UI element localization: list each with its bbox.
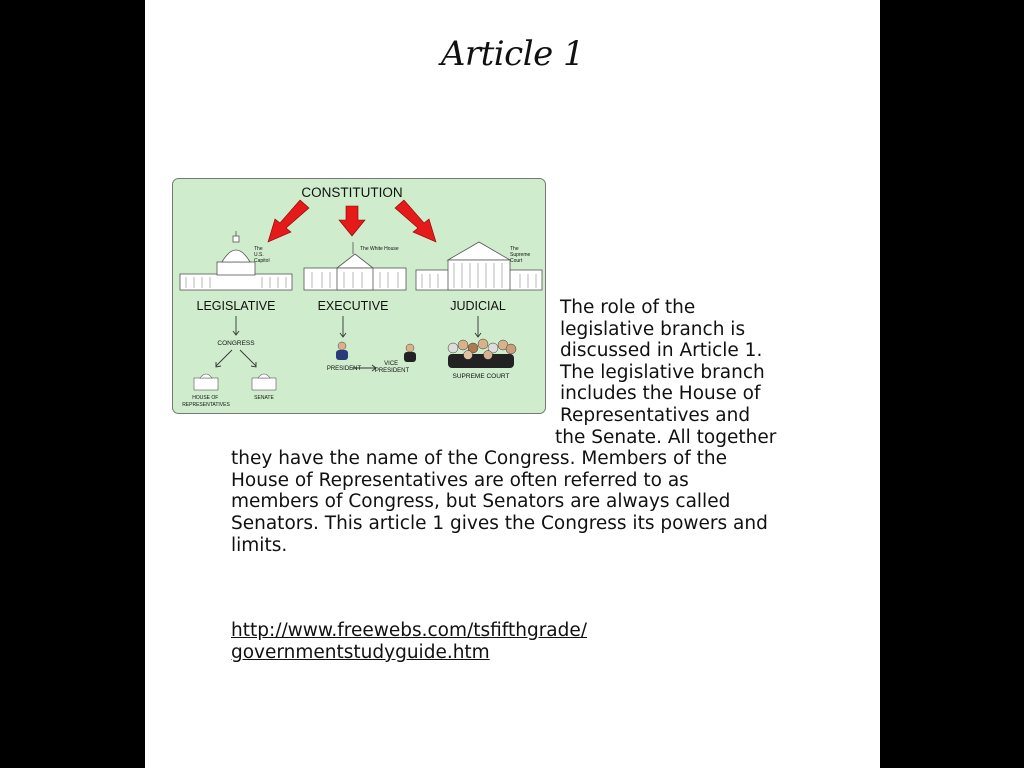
capitol-caption: The U.S. Capitol — [254, 246, 270, 264]
body-line: The legislative branch — [560, 361, 765, 383]
senate-label: SENATE — [254, 395, 274, 401]
constitution-label: CONSTITUTION — [301, 185, 403, 200]
body-line: Representatives and — [560, 405, 751, 426]
body-line: discussed in Article 1. — [560, 340, 763, 362]
body-line: they have the name of the Congress. Members of the — [231, 448, 728, 470]
executive-label: EXECUTIVE — [317, 299, 389, 313]
body-line: members of Congress, but Senators are always called — [231, 491, 731, 513]
source-link-line[interactable]: http://www.freewebs.com/tsfifthgrade/ — [231, 620, 587, 641]
body-line: limits. — [231, 534, 288, 556]
house-label: HOUSE OF REPRESENTATIVES — [182, 395, 230, 408]
body-line: the Senate. All together — [555, 426, 777, 448]
body-line: legislative branch is — [560, 318, 746, 340]
judicial-label: JUDICIAL — [450, 299, 506, 313]
body-line: House of Representatives are often referred to as — [231, 469, 689, 491]
source-link-line[interactable]: governmentstudyguide.htm — [231, 642, 490, 663]
legislative-label: LEGISLATIVE — [196, 299, 276, 313]
slide-title: Article 1 — [440, 34, 585, 74]
supreme-court-label: SUPREME COURT — [452, 373, 510, 380]
body-line: Senators. This article 1 gives the Congress its powers and — [231, 513, 768, 534]
supreme-court-caption: The Supreme Court — [510, 246, 531, 264]
congress-label: CONGRESS — [217, 340, 255, 347]
source-link[interactable] — [231, 620, 587, 664]
vice-president-label: VICE PRESIDENT — [374, 361, 410, 374]
president-label: PRESIDENT — [326, 366, 362, 372]
body-line: The role of the — [560, 297, 696, 318]
government-branches-diagram — [172, 178, 546, 414]
body-line: includes the House of — [560, 383, 761, 405]
white-house-caption: The White House — [360, 246, 399, 252]
slide — [145, 0, 880, 768]
